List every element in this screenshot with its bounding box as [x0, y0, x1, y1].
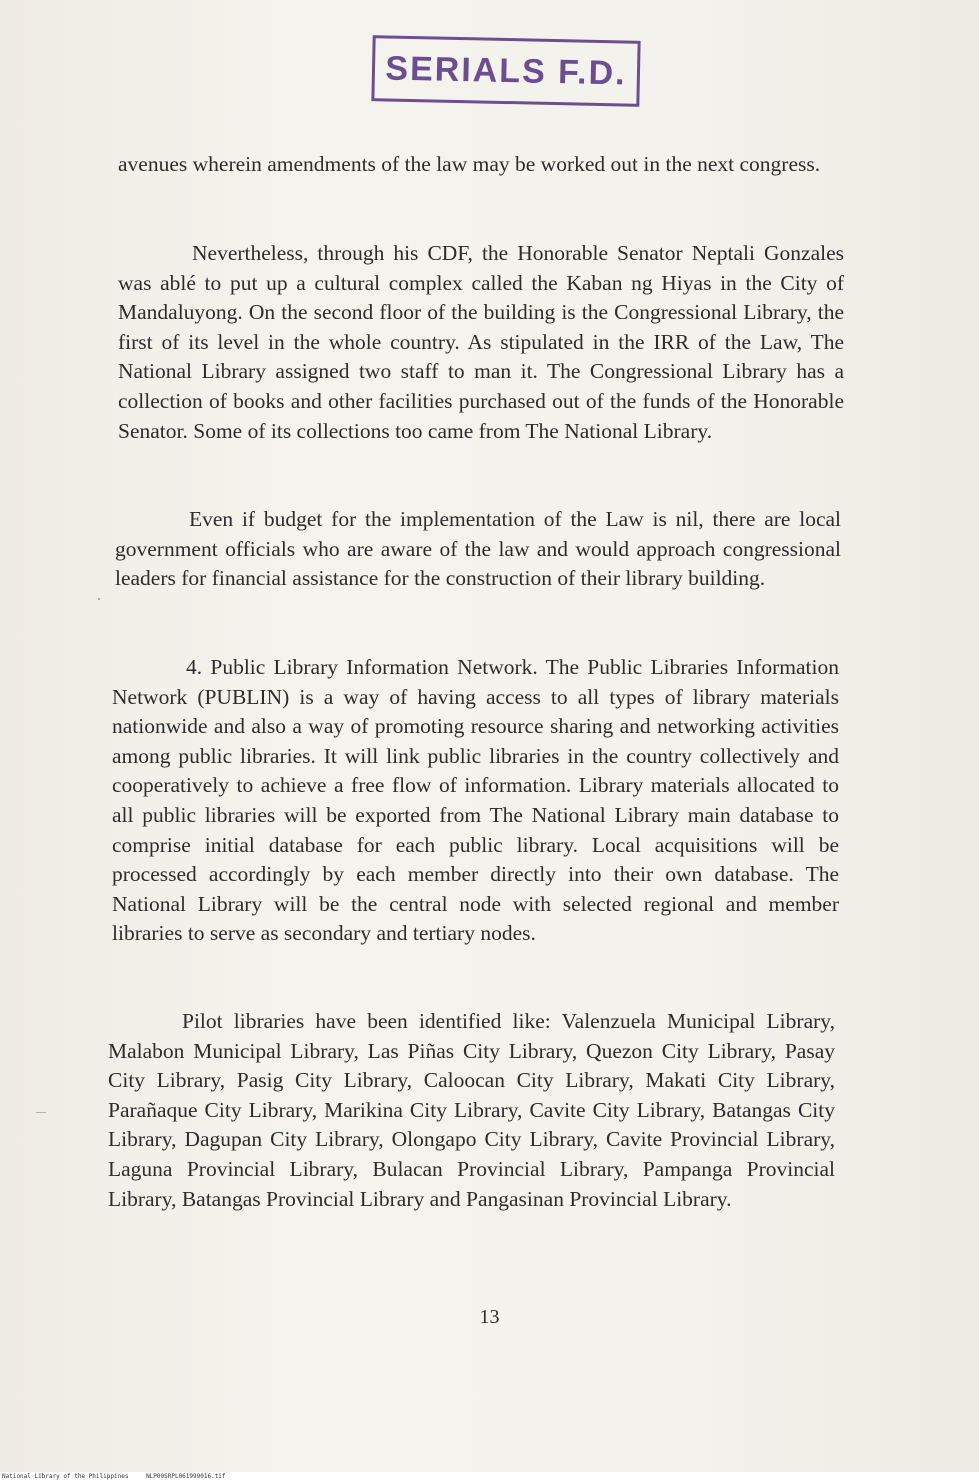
paragraph-text: 4. Public Library Information Network. The Public Libraries Information Network (PUBLIN) is a way of having access to all types of library materials nationwide and also a way of promoting resource sharing and networking activities among public libraries. It will link public libraries in the country collectively and cooperatively to achieve a free flow of information. Library materials allocated to all public libraries will be exported from The National Library main database to comprise initial database for each public library. Local acquisitions will be processed accordingly by each member directly into their own database. The National Library will be the central node with selected regional and member libraries to serve as secondary and tertiary nodes. — [112, 655, 839, 946]
paragraph-budget — [115, 505, 841, 594]
scan-footer — [0, 1472, 979, 1481]
paragraph-text: avenues wherein amendments of the law may be worked out in the next congress. — [118, 152, 821, 176]
page-number: 13 — [479, 1306, 500, 1328]
footer-source: National Library of the Philippines — [2, 1473, 129, 1480]
paragraph-continuation — [118, 150, 854, 180]
paragraph-cdf — [118, 239, 844, 446]
margin-mark — [36, 1112, 46, 1113]
footer-file-id: NLP00SRPL061999016.tif — [146, 1473, 226, 1480]
paragraph-text: Pilot libraries have been identified like: Valenzuela Municipal Library, Malabon Municipal Library, Las Piñas City Library, Quezon City Library, Pasay City Library, Pasig City Library, Caloocan City Library, Makati City Library, Parañaque City Library, Marikina City Library, Cavite City Library, Batangas City Library, Dagupan City Library, Olongapo City Library, Cavite Provincial Library, Laguna Provincial Library, Bulacan Provincial Library, Pampanga Provincial Library, Batangas Provincial Library and Pangasinan Provincial Library. — [108, 1009, 835, 1211]
paragraph-text: Nevertheless, through his CDF, the Honorable Senator Neptali Gonzales was ablé to put up a cultural complex called the Kaban ng Hiyas in the City of Mandaluyong. On the second floor of the building is the Congressional Library, the first of its level in the whole country. As stipulated in the IRR of the Law, The National Library assigned two staff to man it. The Congressional Library has a collection of books and other facilities purchased out of the funds of the Honorable Senator. Some of its collections too came from The National Library. — [118, 241, 844, 443]
paragraph-pilot-libraries — [108, 1007, 835, 1214]
margin-dot — [98, 598, 100, 600]
serials-stamp — [371, 35, 640, 107]
paragraph-publin — [112, 653, 839, 949]
stamp-text: SERIALS F.D. — [385, 48, 628, 93]
paragraph-text: Even if budget for the implementation of the Law is nil, there are local government officials who are aware of the law and would approach congressional leaders for financial assistance for the construction of their library building. — [115, 507, 841, 591]
